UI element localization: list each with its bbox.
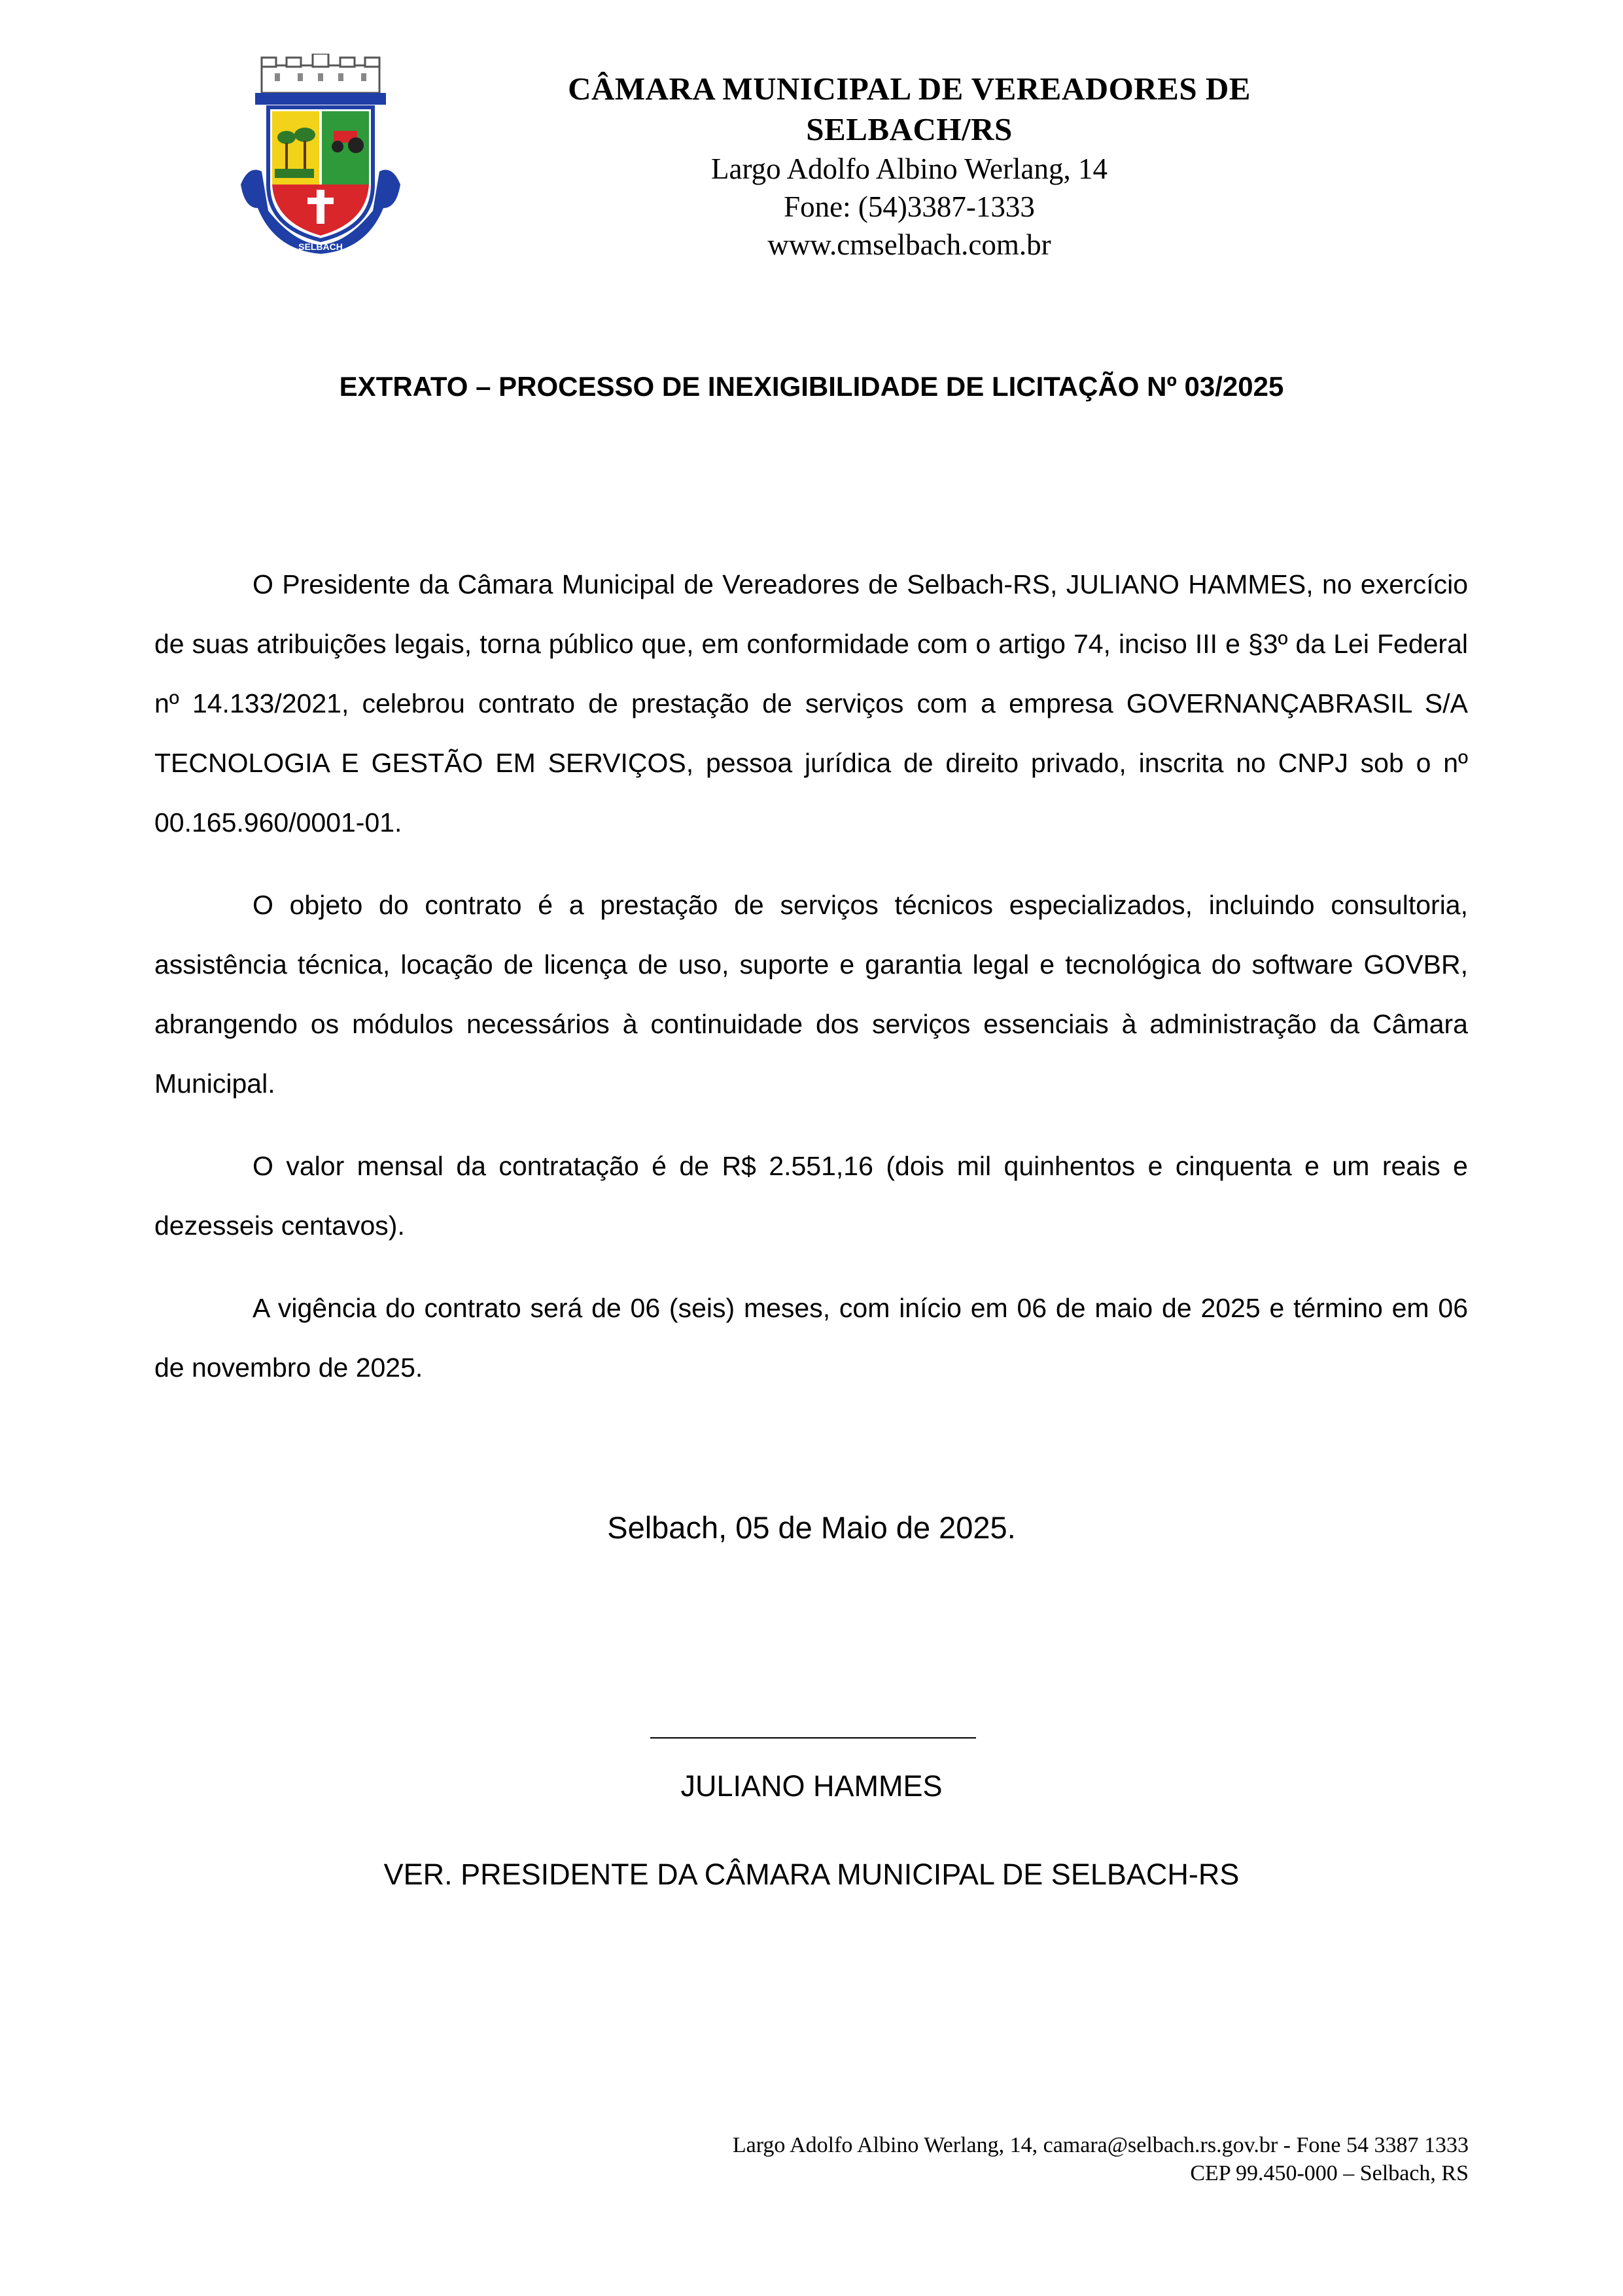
institution-address: Largo Adolfo Albino Werlang, 14 — [711, 152, 1108, 185]
page-footer — [733, 2131, 1469, 2187]
footer-contact-line: Largo Adolfo Albino Werlang, 14, camara@selbach.rs.gov.br - Fone 54 3387 1333 — [732, 2133, 1469, 2157]
institution-name: CÂMARA MUNICIPAL DE VEREADORES DE SELBACH/RS — [568, 71, 1251, 147]
crest-ribbon-text: SELBACH — [298, 241, 343, 252]
document-title: EXTRATO – PROCESSO DE INEXIGIBILIDADE DE LICITAÇÃO Nº 03/2025 — [339, 371, 1284, 402]
body-paragraph: O Presidente da Câmara Municipal de Vereadores de Selbach-RS, JULIANO HAMMES, no exercício de suas atribuições legais, torna público que, em conformidade com o artigo 74, inciso III e §3º da Lei Federal nº 14.133/2021, celebrou contrato de prestação de serviços com a empresa GOVERNANÇABRASIL S/A TECNOLOGIA E GESTÃO EM SERVIÇOS, pessoa jurídica de direito privado, inscrita no CNPJ sob o nº 00.165.960/0001-01. — [154, 569, 1468, 838]
signatory-role: VER. PRESIDENTE DA CÂMARA MUNICIPAL DE SELBACH-RS — [383, 1858, 1240, 1891]
footer-postal-line: CEP 99.450-000 – Selbach, RS — [1190, 2161, 1469, 2185]
signature-line — [650, 1737, 976, 1739]
letterhead — [510, 69, 1308, 264]
body-paragraph: A vigência do contrato será de 06 (seis) meses, com início em 06 de maio de 2025 e término em 06 de novembro de 2025. — [154, 1293, 1468, 1383]
institution-phone: Fone: (54)3387-1333 — [784, 190, 1035, 223]
body-paragraph: O valor mensal da contratação é de R$ 2.551,16 (dois mil quinhentos e cinquenta e um reais e dezesseis centavos). — [154, 1151, 1468, 1241]
municipal-coat-of-arms-icon — [236, 54, 406, 262]
institution-website: www.cmselbach.com.br — [767, 228, 1051, 261]
document-body — [154, 555, 1468, 1421]
signatory-name: JULIANO HAMMES — [680, 1769, 943, 1803]
body-paragraph: O objeto do contrato é a prestação de serviços técnicos especializados, incluindo consultoria, assistência técnica, locação de licença de uso, suporte e garantia legal e tecnológica do software GOVBR, abrangendo os módulos necessários à continuidade dos serviços essenciais à administração da Câmara Municipal. — [154, 890, 1468, 1099]
place-and-date: Selbach, 05 de Maio de 2025. — [607, 1510, 1016, 1545]
